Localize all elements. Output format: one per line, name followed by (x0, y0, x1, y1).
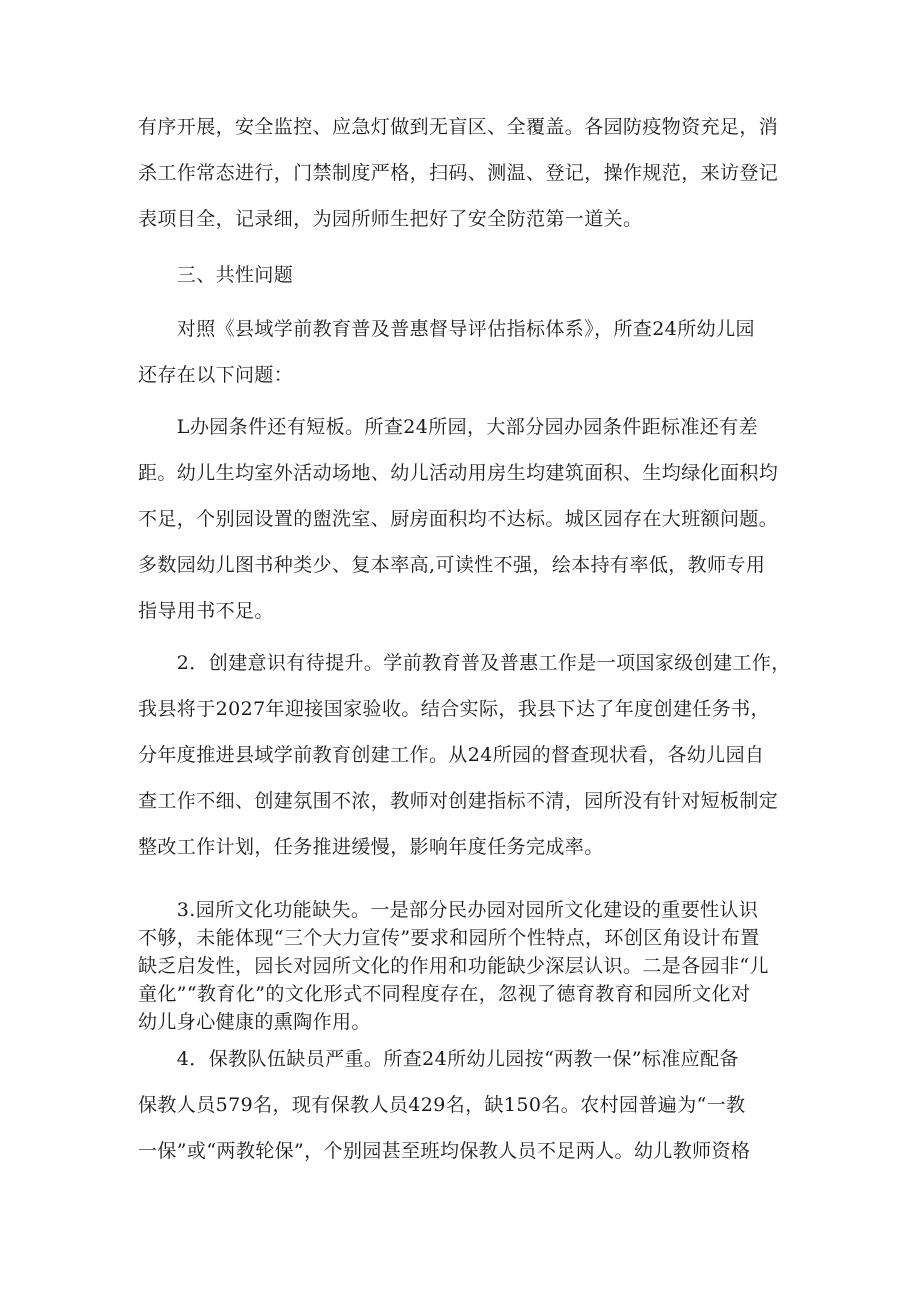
text-line: 有序开展，安全监控、应急灯做到无盲区、全覆盖。各园防疫物资充足，消 (138, 116, 779, 138)
section-heading (138, 252, 798, 298)
paragraph-safety-measures (138, 104, 798, 242)
text-line: 分年度推进县域学前教育创建工作。从24所园的督查现状看，各幼儿园自 (138, 744, 765, 766)
text-line: 指导用书不足。 (138, 600, 274, 622)
text-line: 一保”或“两教轮保”，个别园甚至班均保教人员不足两人。幼儿教师资格 (138, 1140, 751, 1162)
text-line: 对照《县域学前教育普及普惠督导评估指标体系》，所查24所幼儿园 (138, 318, 755, 340)
text-line: 童化”“教育化”的文化形式不同程度存在，忽视了德育教育和园所文化对 (138, 983, 751, 1005)
text-line: 不足，个别园设置的盥洗室、厨房面积均不达标。城区园存在大班额问题。 (138, 508, 779, 530)
text-line: 保教人员579名，现有保教人员429名，缺150名。农村园普遍为“一教 (138, 1094, 746, 1116)
text-line: 距。幼儿生均室外活动场地、幼儿活动用房生均建筑面积、生均绿化面积均 (138, 462, 779, 484)
text-line: 还存在以下问题： (138, 364, 294, 386)
text-line: L办园条件还有短板。所查24所园，大部分园办园条件距标准还有差 (138, 416, 758, 438)
text-line: 多数园幼儿图书种类少、复本率高,可读性不强，绘本持有率低，教师专用 (138, 554, 766, 576)
paragraph-item-3 (138, 896, 798, 1036)
text-line: 查工作不细、创建氛围不浓，教师对创建指标不清，园所没有针对短板制定 (138, 790, 779, 812)
text-line: 缺乏启发性，园长对园所文化的作用和功能缺少深层认识。二是各园非“儿 (138, 955, 769, 977)
text-line: 幼儿身心健康的熏陶作用。 (138, 1011, 371, 1033)
text-line: 不够，未能体现“三个大力宣传”要求和园所个性特点，环创区角设计布置 (138, 927, 760, 949)
text-line: 3.园所文化功能缺失。一是部分民办园对园所文化建设的重要性认识 (138, 899, 759, 921)
text-line: 表项目全，记录细，为园所师生把好了安全防范第一道关。 (138, 208, 643, 230)
text-line: 整改工作计划，任务推进缓慢，影响年度任务完成率。 (138, 836, 604, 858)
paragraph-intro (138, 306, 798, 398)
heading-text: 三、共性问题 (138, 264, 294, 286)
paragraph-item-2 (138, 640, 798, 870)
text-line: 杀工作常态进行，门禁制度严格，扫码、测温、登记，操作规范，来访登记 (138, 162, 779, 184)
text-line: 我县将于2027年迎接国家验收。结合实际，我县下达了年度创建任务书， (138, 698, 770, 720)
paragraph-item-4 (138, 1036, 798, 1174)
text-line: 2．创建意识有待提升。学前教育普及普惠工作是一项国家级创建工作， (138, 652, 791, 674)
text-line: 4．保教队伍缺员严重。所查24所幼儿园按“两教一保”标准应配备 (138, 1048, 739, 1070)
paragraph-item-1 (138, 404, 798, 634)
